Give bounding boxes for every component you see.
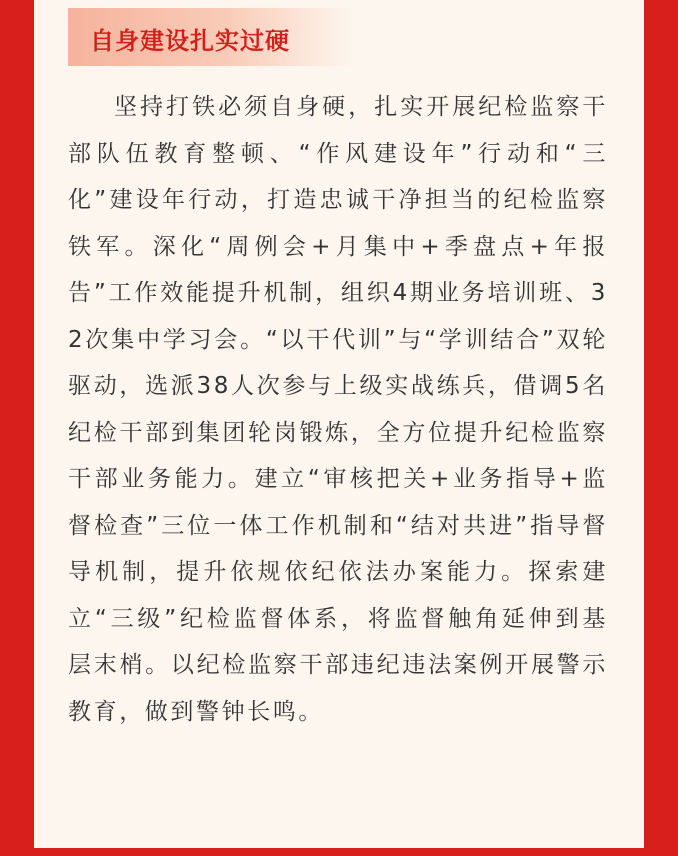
section-paragraph: 坚持打铁必须自身硬，扎实开展纪检监察干部队伍教育整顿、“作风建设年”行动和“三化”建设年行动，打造忠诚干净担当的纪检监察铁军。深化“周例会+月集中+季盘点+年报告”工作效能提升机制，组织4期业务培训班、32次集中学习会。“以干代训”与“学训结合”双轮驱动，选派38人次参与上级实战练兵，借调5名纪检干部到集团轮岗锻炼，全方位提升纪检监察干部业务能力。建立“审核把关+业务指导+监督检查”三位一体工作机制和“结对共进”指导督导机制，提升依规依纪依法办案能力。探索建立“三级”纪检监督体系，将监督触角延伸到基层末梢。以纪检监察干部违纪违法案例开展警示教育，做到警钟长鸣。 [68, 94, 608, 725]
content-panel [34, 0, 644, 848]
section-heading: 自身建设扎实过硬 [90, 27, 290, 55]
section-heading-bar [68, 8, 354, 66]
